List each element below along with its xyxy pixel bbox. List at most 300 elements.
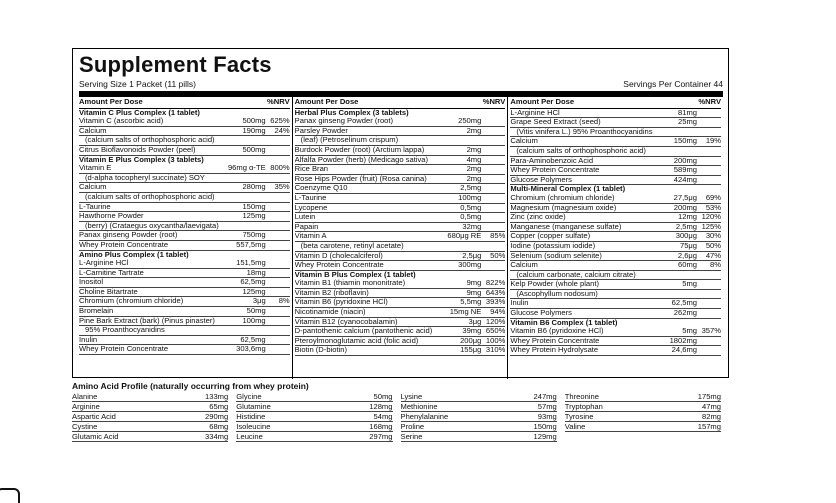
section-header [79, 109, 290, 118]
amino-name: Isoleucine [236, 422, 271, 431]
amino-row [72, 402, 228, 412]
amino-amount: 54mg [373, 412, 393, 421]
ingredient-amount [667, 290, 697, 299]
ingredient-row [79, 317, 290, 327]
ingredient-name: Vitamin B1 (thiamin mononitrate) [294, 279, 406, 288]
ingredient-nrv [697, 346, 721, 355]
panel-title: Supplement Facts [79, 52, 272, 77]
ingredient-amount: 300mg [458, 261, 482, 270]
ingredient-nrv [266, 203, 290, 212]
ingredient-nrv [266, 193, 290, 202]
ingredient-amount: 25mg [678, 118, 698, 127]
ingredient-nrv: 50% [490, 251, 506, 260]
ingredient-amount: 200mg [673, 203, 698, 212]
ingredient-amount: 3μg [468, 317, 482, 326]
ingredient-row [79, 345, 290, 355]
ingredient-nrv [266, 317, 290, 326]
nrv-header: %NRV [482, 97, 506, 106]
ingredient-name: Vitamin B6 Complex (1 tablet) [510, 318, 618, 327]
ingredient-nrv [697, 128, 721, 137]
ingredient-row [79, 136, 290, 146]
amino-row [401, 412, 557, 422]
ingredient-name: Amino Plus Complex (1 tablet) [79, 250, 189, 259]
ingredient-amount: 750mg [242, 231, 266, 240]
ingredient-row [295, 165, 506, 175]
amino-row [236, 432, 392, 442]
ingredient-row [510, 252, 721, 262]
ingredient-name: (berry) (Crataegus oxycantha/laevigata) [85, 221, 219, 230]
ingredient-row [510, 118, 721, 128]
ingredient-amount: 50mg [246, 307, 266, 316]
ingredient-row [79, 174, 290, 184]
ingredient-nrv [481, 175, 505, 184]
ingredient-nrv [481, 271, 505, 280]
ingredient-nrv: 8% [710, 261, 722, 270]
ingredient-row [510, 166, 721, 176]
ingredient-nrv [266, 231, 290, 240]
ingredient-row [79, 288, 290, 298]
facts-column [508, 97, 723, 379]
amino-row [565, 422, 721, 432]
ingredient-amount: 32mg [462, 222, 482, 231]
ingredient-name: Chromium (chromium chloride) [79, 297, 184, 306]
ingredient-name: (calcium salts of orthophosphoric acid) [85, 136, 215, 145]
ingredient-name: L-Arginine HCl [79, 259, 129, 268]
ingredient-row [295, 261, 506, 271]
ingredient-row [79, 307, 290, 317]
ingredient-nrv [481, 146, 505, 155]
ingredient-row [295, 175, 506, 185]
amino-amount: 47mg [702, 402, 721, 411]
ingredient-amount: 0,5mg [460, 203, 482, 212]
ingredient-nrv: 24% [274, 126, 290, 135]
ingredient-amount: 0,5mg [460, 213, 482, 222]
ingredient-name: L-Arginine HCl [510, 108, 560, 117]
ingredient-amount: 9mg [466, 288, 482, 297]
ingredient-nrv: 310% [485, 346, 506, 355]
amino-row [565, 402, 721, 412]
ingredient-amount [667, 185, 697, 194]
amino-amount: 129mg [533, 432, 557, 441]
ingredient-name: Whey Protein Hydrolysate [510, 346, 599, 355]
amino-amount: 93mg [537, 412, 557, 421]
amino-name: Cystine [72, 422, 98, 431]
ingredient-amount: 262mg [673, 309, 698, 318]
ingredient-row [295, 232, 506, 242]
ingredient-name: (beta carotene, retinyl acetate) [300, 241, 404, 250]
ingredient-row [510, 232, 721, 242]
ingredient-row [510, 309, 721, 319]
ingredient-name: Coenzyme Q10 [294, 184, 348, 193]
ingredient-amount: 96mg α-TE [227, 164, 266, 173]
ingredient-amount: 500mg [242, 117, 266, 126]
ingredient-nrv [697, 299, 721, 308]
ingredient-name: Whey Protein Concentrate [510, 336, 600, 345]
amount-header: Amount Per Dose [79, 97, 143, 106]
ingredient-row [79, 222, 290, 232]
ingredient-nrv: 19% [705, 137, 722, 146]
ingredient-row [79, 336, 290, 346]
ingredient-row [510, 327, 721, 337]
ingredient-amount [236, 174, 266, 183]
ingredient-nrv [481, 109, 505, 118]
ingredient-row [510, 128, 721, 138]
ingredient-nrv [266, 345, 290, 354]
ingredient-row [510, 137, 721, 147]
ingredient-name: Calcium [79, 126, 107, 135]
ingredient-amount: 190mg [242, 126, 266, 135]
ingredient-nrv: 357% [701, 327, 722, 336]
ingredient-amount [236, 193, 266, 202]
ingredient-amount: 24,6mg [671, 346, 698, 355]
ingredient-name: Vitamin D (cholecalciferol) [294, 251, 383, 260]
ingredient-amount: 2,5mg [675, 222, 698, 231]
amino-column [72, 392, 236, 442]
ingredient-row [510, 223, 721, 233]
ingredient-row [510, 299, 721, 309]
ingredient-nrv [481, 223, 505, 232]
ingredient-nrv: 69% [705, 193, 722, 202]
ingredient-row [510, 337, 721, 347]
amino-name: Arginine [72, 402, 100, 411]
ingredient-nrv: 8% [278, 297, 290, 306]
ingredient-name: Panax ginseng Powder (root) [79, 231, 178, 240]
ingredient-name: Rose Hips Powder (fruit) (Rosa canina) [294, 174, 427, 183]
ingredient-name: Grape Seed Extract (seed) [510, 118, 601, 127]
ingredient-amount: 81mg [678, 108, 698, 117]
ingredient-name: Citrus Bioflavonoids Powder (peel) [79, 145, 196, 154]
amino-amount: 82mg [702, 412, 721, 421]
ingredient-amount: 60mg [678, 261, 698, 270]
amino-column [401, 392, 565, 442]
ingredient-row [79, 146, 290, 156]
ingredient-row [295, 146, 506, 156]
ingredient-name: L-Carnitine Tartrate [79, 268, 144, 277]
ingredient-nrv [697, 271, 721, 280]
ingredient-name: Vitamin B12 (cyanocobalamin) [294, 317, 398, 326]
ingredient-name: Kelp Powder (whole plant) [510, 280, 599, 289]
ingredient-row [295, 279, 506, 289]
ingredient-amount: 2,5mg [460, 184, 482, 193]
ingredient-amount: 62,5mg [240, 335, 266, 344]
ingredient-name: (leaf) (Petroselinum crispum) [300, 136, 399, 145]
ingredient-nrv: 50% [705, 241, 722, 250]
ingredient-name: Vitamin B6 (pyridoxine HCl) [510, 327, 604, 336]
ingredient-amount: 39mg [462, 327, 482, 336]
amino-name: Alanine [72, 392, 98, 401]
ingredient-nrv [481, 165, 505, 174]
ingredient-name: Vitamin C Plus Complex (1 tablet) [79, 108, 200, 117]
ingredient-amount: 3μg [252, 297, 266, 306]
ingredient-nrv [697, 176, 721, 185]
ingredient-name: Nicotinamide (niacin) [294, 308, 366, 317]
ingredient-name: Lutein [294, 213, 316, 222]
serving-size: Serving Size 1 Packet (11 pills) [79, 79, 197, 89]
ingredient-amount: 151,5mg [236, 259, 266, 268]
amino-amount: 168mg [369, 422, 393, 431]
ingredient-name: Inositol [79, 278, 104, 287]
ingredient-row [295, 204, 506, 214]
ingredient-nrv: 35% [274, 183, 290, 192]
ingredient-amount: 62,5mg [671, 299, 698, 308]
ingredient-amount: 75μg [679, 241, 698, 250]
ingredient-row [295, 213, 506, 223]
ingredient-row [510, 147, 721, 157]
ingredient-name: Vitamin B Plus Complex (1 tablet) [294, 270, 416, 279]
facts-column [79, 97, 293, 379]
ingredient-amount: 12mg [678, 213, 698, 222]
amino-acid-profile [72, 381, 729, 442]
amino-name: Leucine [236, 432, 263, 441]
ingredient-row [295, 346, 506, 356]
ingredient-name: Iodine (potassium iodide) [510, 241, 596, 250]
ingredient-row [510, 204, 721, 214]
ingredient-name: Burdock Powder (root) (Arctium lappa) [294, 145, 425, 154]
amino-row [72, 412, 228, 422]
ingredient-nrv [481, 204, 505, 213]
ingredient-nrv [697, 280, 721, 289]
ingredient-amount [236, 222, 266, 231]
ingredient-name: Copper (copper sulfate) [510, 232, 591, 241]
amino-name: Serine [400, 432, 423, 441]
ingredient-row [79, 297, 290, 307]
ingredient-amount [451, 109, 481, 118]
ingredient-row [79, 193, 290, 203]
ingredient-nrv [266, 278, 290, 287]
ingredient-nrv: 625% [270, 117, 290, 126]
ingredient-name: Multi-Mineral Complex (1 tablet) [510, 185, 626, 194]
ingredient-name: Choline Bitartrate [79, 287, 138, 296]
ingredient-nrv [481, 127, 505, 136]
ingredient-nrv [697, 157, 721, 166]
corner-shape [0, 488, 20, 503]
amino-row [401, 392, 557, 402]
amino-name: Aspartic Acid [72, 412, 116, 421]
nrv-header: %NRV [267, 97, 290, 106]
ingredient-nrv [266, 146, 290, 155]
ingredient-name: (calcium salts of orthophosphoric acid) [516, 146, 646, 155]
ingredient-amount: 2mg [466, 174, 482, 183]
ingredient-row [295, 184, 506, 194]
ingredient-name: Vitamin E [79, 164, 112, 173]
amino-amount: 290mg [205, 412, 229, 421]
ingredient-row [510, 261, 721, 271]
ingredient-nrv: 650% [485, 327, 506, 336]
ingredient-nrv [266, 156, 290, 165]
ingredient-nrv [697, 147, 721, 156]
amino-amount: 68mg [209, 422, 229, 431]
ingredient-row [79, 183, 290, 193]
ingredient-nrv [481, 242, 505, 251]
ingredient-nrv: 800% [270, 164, 290, 173]
ingredient-row [295, 327, 506, 337]
ingredient-amount: 2mg [466, 165, 482, 174]
ingredient-name: (calcium carbonate, calcium citrate) [516, 270, 636, 279]
ingredient-nrv [266, 288, 290, 297]
ingredient-nrv [266, 109, 290, 118]
section-header [510, 185, 721, 194]
ingredient-name: Pine Bark Extract (bark) (Pinus pinaster) [79, 316, 215, 325]
ingredient-amount: 9mg [466, 279, 482, 288]
ingredient-nrv [697, 290, 721, 299]
amino-name: Tryptophan [564, 402, 603, 411]
ingredient-name: Whey Protein Concentrate [510, 166, 600, 175]
ingredient-amount: 125mg [242, 212, 266, 221]
ingredient-name: Magnesium (magnesium oxide) [510, 203, 617, 212]
ingredient-row [79, 117, 290, 127]
ingredient-nrv [697, 109, 721, 118]
ingredient-nrv: 120% [701, 213, 722, 222]
ingredient-amount: 5mg [682, 280, 698, 289]
amino-amount: 65mg [209, 402, 229, 411]
amino-column [236, 392, 400, 442]
ingredient-nrv: 94% [490, 308, 506, 317]
ingredient-row [295, 289, 506, 299]
amino-title: Amino Acid Profile (naturally occurring from whey protein) [72, 381, 309, 391]
ingredient-nrv: 393% [485, 298, 506, 307]
ingredient-name: Inulin [79, 335, 98, 344]
ingredient-nrv [266, 336, 290, 345]
amino-name: Valine [564, 422, 586, 431]
ingredient-amount: 680μg RE [447, 232, 482, 241]
amino-name: Threonine [564, 392, 599, 401]
ingredient-amount: 200mg [673, 156, 698, 165]
amino-amount: 50mg [373, 392, 393, 401]
ingredient-name: L-Taurine [79, 202, 111, 211]
ingredient-nrv: 47% [705, 251, 722, 260]
ingredient-row [79, 127, 290, 137]
ingredient-amount: 250mg [458, 117, 482, 126]
ingredient-name: Papain [294, 222, 319, 231]
ingredient-nrv: 120% [485, 317, 506, 326]
ingredient-nrv [481, 213, 505, 222]
ingredient-amount: 1802mg [669, 336, 698, 345]
facts-column [293, 97, 509, 379]
ingredient-nrv: 30% [705, 232, 722, 241]
amino-name: Methionine [400, 402, 438, 411]
ingredient-nrv [697, 309, 721, 318]
ingredient-amount: 2,5μg [462, 251, 482, 260]
ingredient-row [510, 109, 721, 119]
ingredient-amount: 4mg [466, 155, 482, 164]
ingredient-name: Vitamin C (ascorbic acid) [79, 117, 164, 126]
ingredient-amount: 27,5μg [673, 193, 698, 202]
ingredient-name: D-pantothenic calcium (pantothenic acid) [294, 327, 433, 336]
ingredient-amount: 100mg [458, 193, 482, 202]
ingredient-amount: 500mg [242, 145, 266, 154]
ingredient-row [79, 326, 290, 336]
amino-amount: 133mg [205, 392, 229, 401]
amino-row [401, 432, 557, 442]
ingredient-amount [236, 156, 266, 165]
ingredient-amount [236, 326, 266, 335]
ingredient-nrv [697, 185, 721, 194]
ingredient-nrv [481, 194, 505, 203]
ingredient-nrv [266, 251, 290, 260]
ingredient-name: Calcium [510, 137, 538, 146]
amino-row [72, 432, 228, 442]
ingredient-name: Pteroylmonoglutamic acid (folic acid) [294, 336, 419, 345]
amino-amount: 334mg [205, 432, 229, 441]
ingredient-row [79, 241, 290, 251]
section-header [79, 251, 290, 260]
ingredient-nrv [266, 136, 290, 145]
ingredient-row [79, 278, 290, 288]
ingredient-amount [451, 136, 481, 145]
amino-name: Proline [400, 422, 425, 431]
facts-columns [79, 97, 723, 379]
ingredient-name: Zinc (zinc oxide) [510, 213, 566, 222]
ingredient-amount [236, 136, 266, 145]
ingredient-row [295, 242, 506, 252]
ingredient-nrv: 125% [701, 222, 722, 231]
ingredient-amount: 300μg [675, 232, 698, 241]
amino-amount: 128mg [369, 402, 393, 411]
ingredient-nrv [481, 136, 505, 145]
ingredient-name: Vitamin A [294, 232, 327, 241]
ingredient-name: Chromium (chromium chloride) [510, 193, 615, 202]
ingredient-row [510, 176, 721, 186]
ingredient-row [79, 203, 290, 213]
ingredient-nrv [266, 174, 290, 183]
ingredient-name: Glucose Polymers [510, 309, 572, 318]
ingredient-nrv: 85% [490, 232, 506, 241]
ingredient-amount: 15mg NE [449, 308, 482, 317]
ingredient-nrv [481, 156, 505, 165]
ingredient-nrv [266, 326, 290, 335]
ingredient-row [295, 156, 506, 166]
amino-row [236, 402, 392, 412]
ingredient-name: Alfalfa Powder (herb) (Medicago sativa) [294, 155, 429, 164]
ingredient-row [295, 127, 506, 137]
ingredient-name: Vitamin E Plus Complex (3 tablets) [79, 155, 204, 164]
ingredient-row [510, 290, 721, 300]
amino-amount: 175mg [697, 392, 721, 401]
ingredient-amount: 155μg [460, 346, 482, 355]
ingredient-nrv [481, 261, 505, 270]
ingredient-amount: 150mg [242, 202, 266, 211]
ingredient-nrv: 822% [485, 279, 506, 288]
ingredient-name: Herbal Plus Complex (3 tablets) [294, 108, 409, 117]
ingredient-row [510, 157, 721, 167]
ingredient-row [510, 280, 721, 290]
ingredient-amount [667, 147, 697, 156]
ingredient-row [510, 194, 721, 204]
ingredient-amount [236, 251, 266, 260]
ingredient-amount: 2mg [466, 145, 482, 154]
ingredient-amount [451, 242, 481, 251]
column-header [295, 97, 506, 109]
ingredient-nrv [266, 241, 290, 250]
amino-amount: 57mg [537, 402, 557, 411]
ingredient-row [79, 259, 290, 269]
ingredient-nrv [266, 269, 290, 278]
serving-info [79, 79, 723, 97]
amino-row [236, 412, 392, 422]
amino-row [236, 422, 392, 432]
amino-row [401, 422, 557, 432]
ingredient-row [510, 242, 721, 252]
amino-name: Glutamine [236, 402, 271, 411]
section-header [79, 156, 290, 165]
ingredient-amount [236, 109, 266, 118]
servings-per-container: Servings Per Container 44 [623, 79, 723, 89]
ingredient-name: Rice Bran [294, 165, 329, 174]
ingredient-row [79, 231, 290, 241]
amino-row [565, 392, 721, 402]
section-header [295, 271, 506, 280]
amino-row [565, 412, 721, 422]
